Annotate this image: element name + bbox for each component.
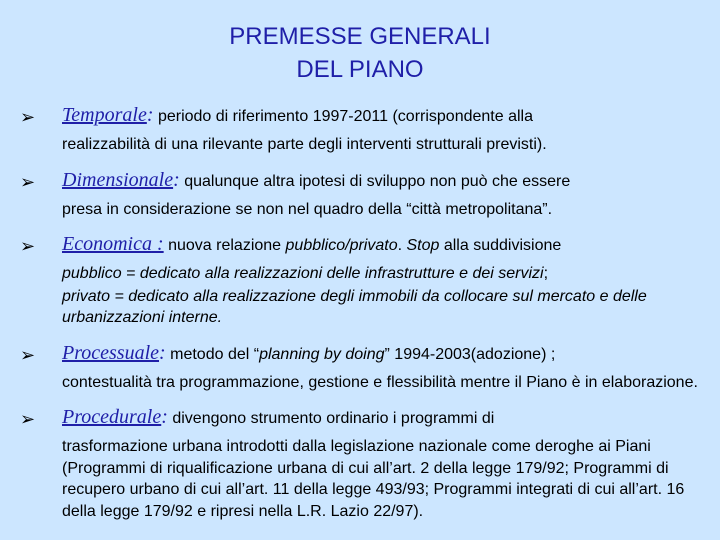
bullet-body-text: presa in considerazione se non nel quadro della “città metropolitana”.	[62, 200, 553, 218]
bullet-lead-text: divengono strumento ordinario i programmi di	[167, 410, 495, 427]
keyword-processuale: Processuale	[62, 341, 160, 364]
keyword-colon: :	[159, 341, 166, 364]
slide-title	[0, 20, 720, 86]
title-line-2: DEL PIANO	[296, 56, 424, 83]
arrow-bullet-icon: ➢	[20, 236, 36, 256]
keyword-dimensionale: Dimensionale	[62, 168, 174, 191]
bullet-dimensionale	[18, 169, 708, 221]
bullet-body-text: realizzabilità di una rilevante parte degli interventi strutturali previsti).	[62, 136, 547, 153]
bullet-procedurale	[18, 406, 708, 522]
bullet-body-pubblico: pubblico = dedicato alla realizzazioni delle infrastrutture e dei servizi	[62, 265, 544, 282]
keyword-colon: :	[151, 233, 164, 255]
bullet-lead-italic: pubblico/privato	[285, 237, 398, 254]
arrow-bullet-icon: ➢	[20, 171, 36, 192]
arrow-bullet-icon: ➢	[20, 107, 36, 127]
keyword-temporale: Temporale	[62, 104, 147, 126]
keyword-economica: Economica	[62, 233, 152, 255]
keyword-procedurale: Procedurale	[62, 406, 162, 428]
bullet-lead-text: ” 1994-2003(adozione) ;	[384, 345, 556, 363]
bullet-lead-text: nuova relazione	[163, 237, 286, 254]
arrow-bullet-icon: ➢	[20, 344, 36, 365]
bullet-lead-text: .	[397, 237, 407, 254]
keyword-colon: :	[146, 104, 154, 126]
bullet-lead-text: alla suddivisione	[439, 237, 562, 254]
bullet-lead-text: qualunque altra ipotesi di sviluppo non può che essere	[179, 172, 571, 190]
bullet-body-punct: ;	[543, 265, 549, 282]
bullet-body-text: contestualità tra programmazione, gestione e flessibilità mentre il Piano è in elaborazione.	[62, 373, 698, 391]
bullet-processuale	[18, 342, 708, 394]
bullet-economica	[18, 233, 708, 329]
title-line-1: PREMESSE GENERALI	[229, 23, 491, 50]
bullet-lead-italic: planning by doing	[259, 345, 385, 363]
bullet-body-privato: privato = dedicato alla realizzazione degli immobili da collocare sul mercato e delle urbanizzazioni interne.	[62, 287, 647, 326]
arrow-bullet-icon: ➢	[20, 409, 36, 429]
bullet-lead-text: metodo del “	[165, 345, 260, 363]
keyword-colon: :	[173, 168, 180, 191]
bullet-lead-text: periodo di riferimento 1997-2011 (corrispondente alla	[153, 108, 533, 125]
bullet-lead-italic: Stop	[406, 237, 440, 254]
bullet-temporale	[18, 104, 708, 156]
bullet-list	[18, 104, 708, 522]
bullet-body-text: trasformazione urbana introdotti dalla legislazione nazionale come deroghe ai Piani (Programmi di riqualificazione urbana di cui all’art. 2 della legge 179/92; Programmi di recupero urbano di cui all’art. 11 della legge 493/93; Programmi integrati di cui all’art. 16 della legge 179/92 e ripresi nella L.R. Lazio 22/97).	[62, 438, 685, 520]
keyword-colon: :	[161, 406, 168, 428]
